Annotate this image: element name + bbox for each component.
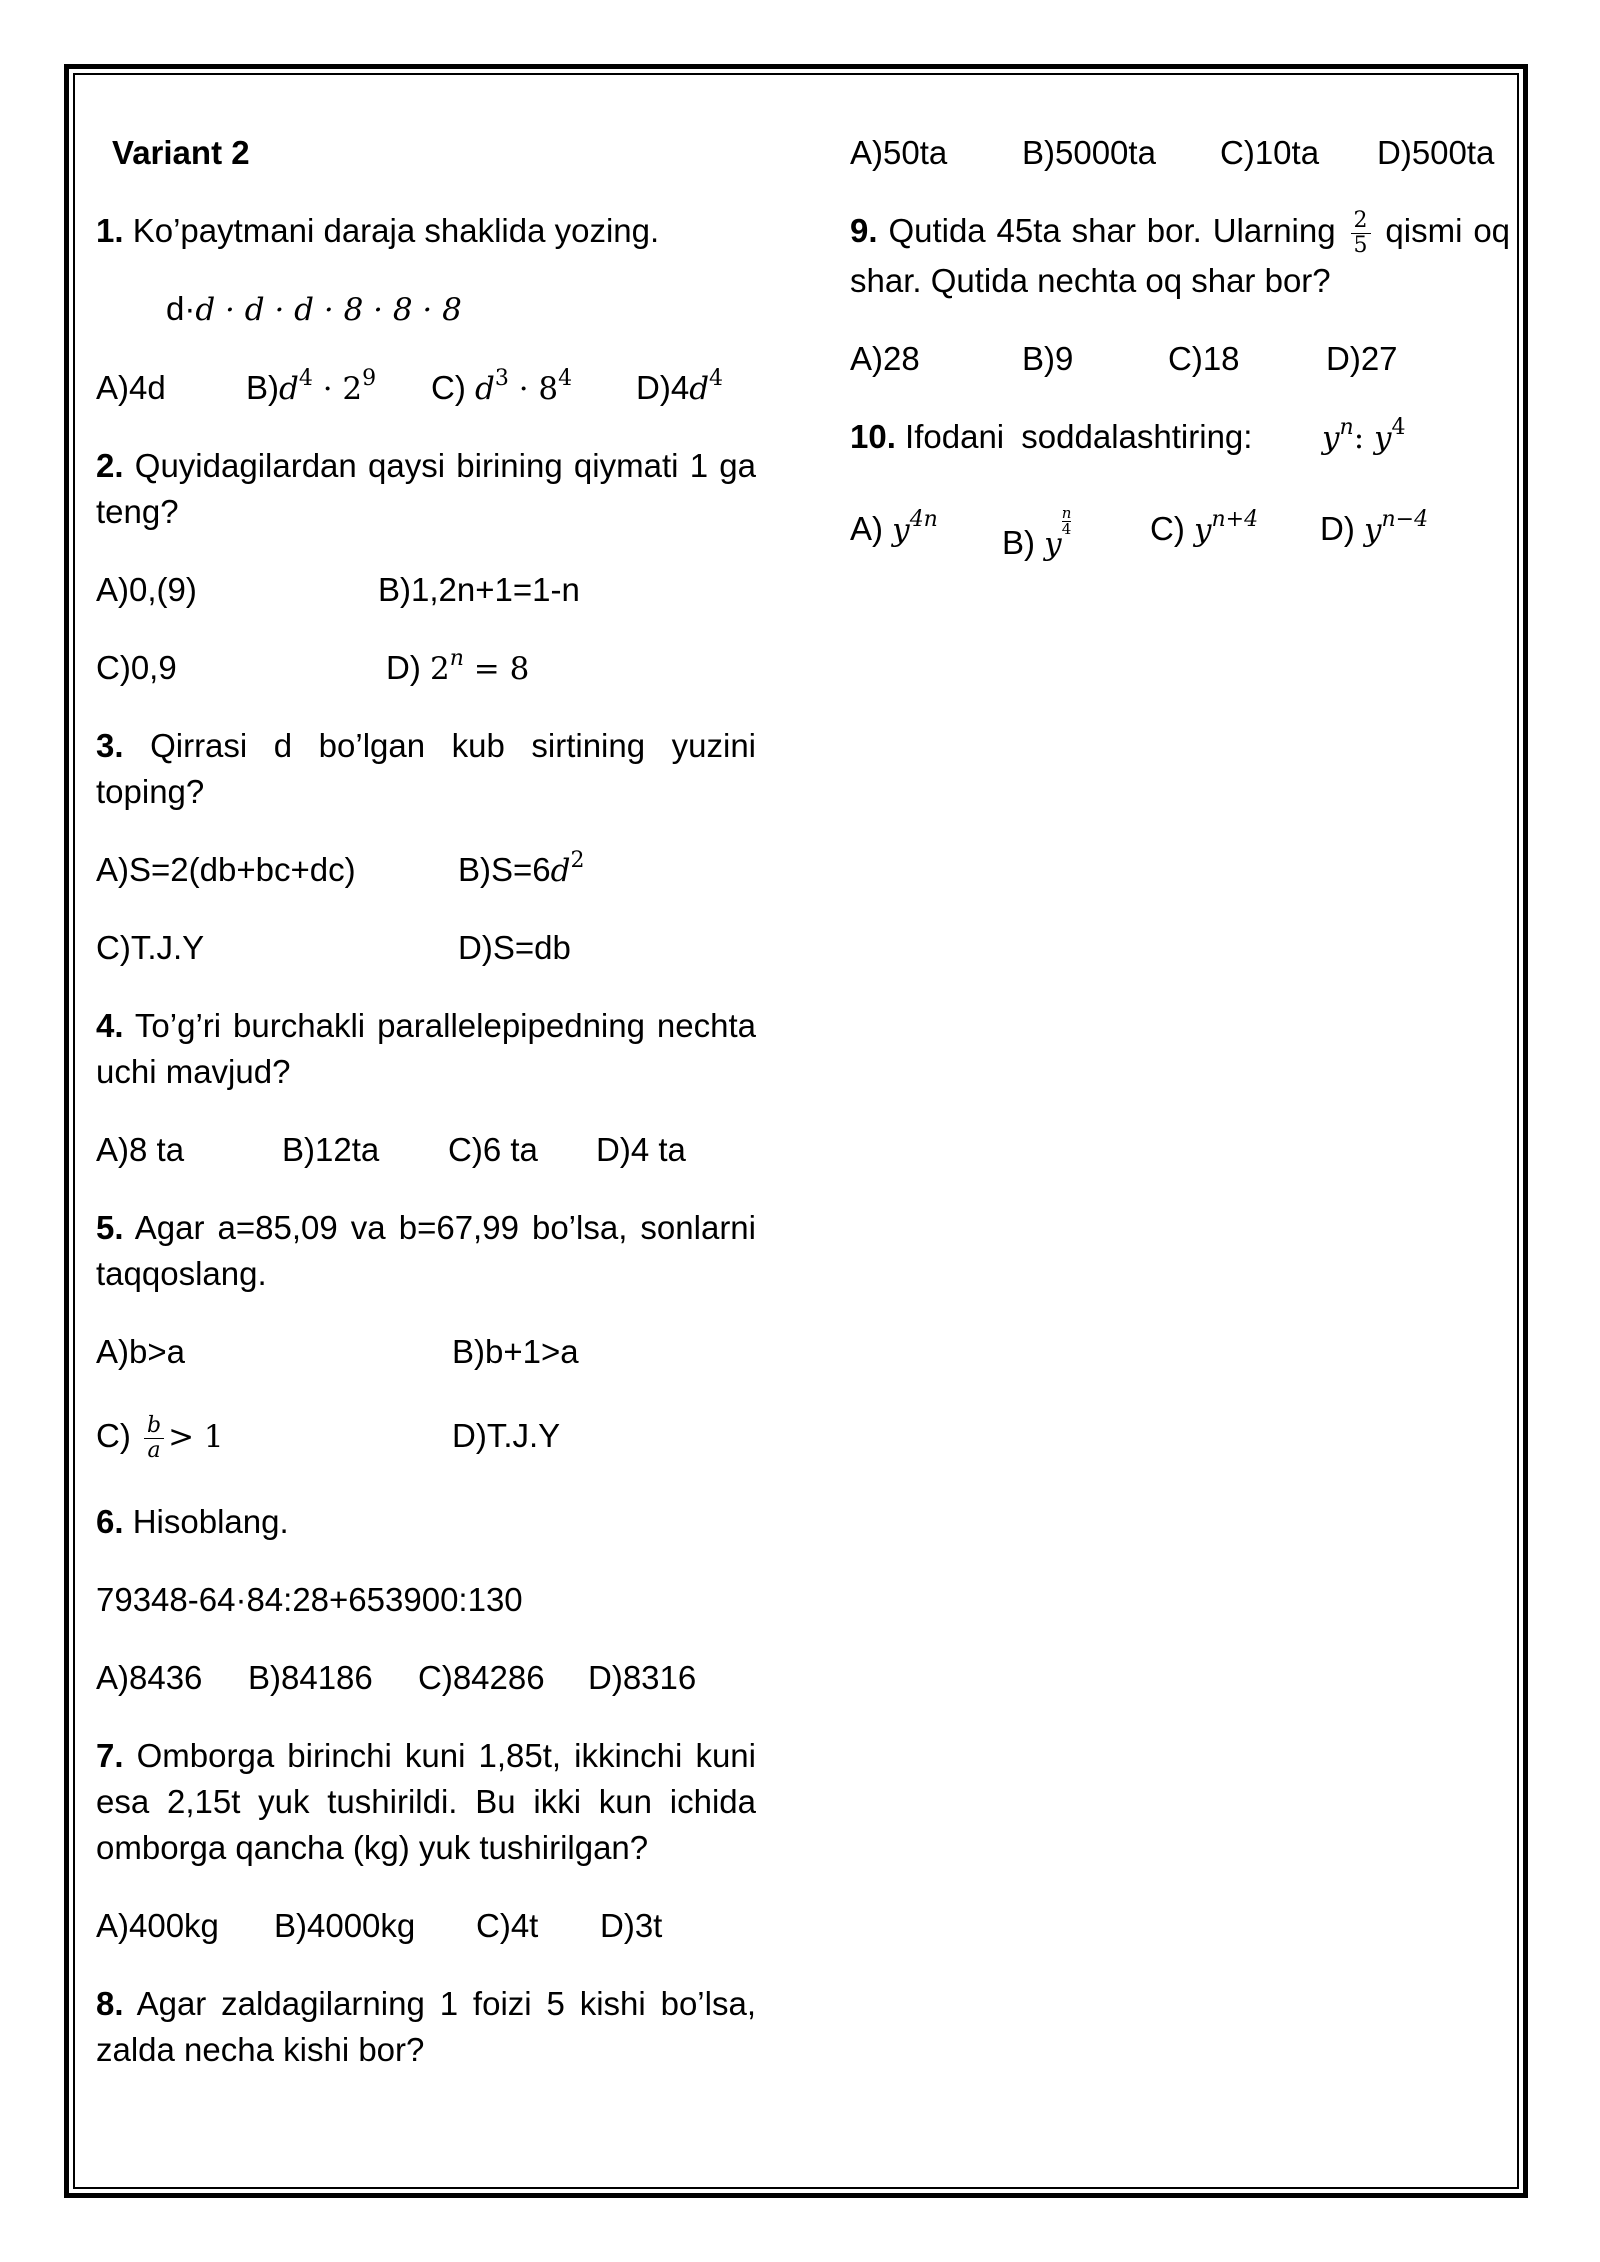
question-number: 3. [96,727,124,764]
option-d[interactable]: D) $y^{n-4}$ [1320,506,1429,548]
question-3 [96,723,756,815]
question-7-options [96,1903,756,1949]
option-b[interactable]: $B)d^4 \cdot 2^9$ [246,366,377,407]
question-text: Omborga birinchi kuni 1,85t, ikkinchi kuni esa 2,15t yuk tushirildi. Bu ikki kun ichida omborga qancha (kg) yuk tushirilgan? [96,1737,756,1866]
option-b[interactable]: B)12ta [282,1131,380,1168]
option-c[interactable]: C) $y^{n+4}$ [1150,506,1259,548]
option-a[interactable]: A)4d [96,369,166,406]
question-8-options [850,130,1510,176]
left-column [96,130,756,2105]
option-d[interactable]: D)27 [1326,339,1398,377]
option-c[interactable]: C) $d^3 \cdot 8^4$ [431,366,573,407]
option-b[interactable]: B)4000kg [274,1907,416,1944]
question-6-expression: 79348-64·84:28+653900:130 [96,1581,523,1618]
question-text: Ifodani soddalashtiring: [905,417,1253,455]
option-d[interactable]: D)T.J.Y [452,1417,561,1454]
question-number: 2. [96,447,124,484]
question-9 [850,208,1510,304]
question-number: 8. [96,1985,124,2022]
question-text: Hisoblang. [132,1503,289,1540]
question-1 [96,208,756,254]
option-d[interactable]: $D)4d^4$ [636,366,724,407]
option-a[interactable]: A)0,(9) [96,571,197,608]
question-5-options-row2 [96,1407,756,1467]
question-3-options-row2 [96,925,756,971]
option-c[interactable]: C)18 [1168,339,1240,377]
option-b[interactable]: B)84186 [248,1659,373,1696]
question-text-cont: qismi oq shar. Qutida nechta oq shar bor? [850,212,1511,299]
option-c[interactable]: C)10ta [1220,134,1320,171]
option-a[interactable]: A)8436 [96,1659,203,1696]
option-b[interactable]: B)9 [1022,339,1074,377]
option-b[interactable]: B)1,2n+1=1-n [378,571,580,608]
question-number: 9. [850,212,878,249]
question-text: Qutida 45ta shar bor. Ularning [888,212,1336,249]
fraction: $\frac{2}{5}$ [1351,209,1371,258]
question-text: Agar zaldagilarning 1 foizi 5 kishi bo’lsa, zalda necha kishi bor? [96,1985,756,2068]
option-a[interactable]: A) $y^{4n}$ [850,506,938,548]
option-d[interactable]: D)3t [600,1907,663,1944]
question-7 [96,1733,756,1871]
option-c[interactable]: C) $\frac{b}{a}$ > 1 [96,1412,224,1463]
option-a[interactable]: A)8 ta [96,1131,185,1168]
question-number: 6. [96,1503,124,1540]
option-b[interactable]: $B)S=6d^2$ [458,848,585,889]
right-column [850,130,1510,584]
question-text: Qirrasi d bo’lgan kub sirtining yuzini toping? [96,727,757,810]
question-text: To’g’ri burchakli parallelepipedning nechta uchi mavjud? [96,1007,756,1090]
question-8 [96,1981,756,2073]
question-5-options-row1 [96,1329,756,1375]
option-c[interactable]: C)84286 [418,1659,545,1696]
question-number: 10. [850,417,896,455]
option-d[interactable]: D)4 ta [596,1131,686,1168]
question-text: Quyidagilardan qaysi birining qiymati 1 ga teng? [96,447,756,530]
option-a[interactable]: A)400kg [96,1907,219,1944]
question-6-options [96,1655,756,1701]
question-4-options [96,1127,756,1173]
option-d[interactable]: D) $2^n = 8$ [386,646,530,687]
question-10-options [850,492,1510,562]
question-3-options-row1 [96,847,756,893]
question-2-options-row1 [96,567,756,613]
question-number: 4. [96,1007,124,1044]
option-d[interactable]: D)500ta [1377,134,1495,171]
question-5 [96,1205,756,1297]
option-d[interactable]: D)8316 [588,1659,697,1696]
variant-title: Variant 2 [112,134,250,171]
option-a[interactable]: A)50ta [850,134,948,171]
option-c[interactable]: C)0,9 [96,649,177,686]
question-2-options-row2 [96,645,756,691]
question-6 [96,1499,756,1545]
option-b[interactable]: B)5000ta [1022,134,1156,171]
question-number: 5. [96,1209,124,1246]
question-4 [96,1003,756,1095]
question-number: 1. [96,212,124,249]
question-text: Agar a=85,09 va b=67,99 bo’lsa, sonlarni taqqoslang. [96,1209,756,1292]
question-text: Ko’paytmani daraja shaklida yozing. [132,212,660,249]
option-a[interactable]: A)S=2(db+bc+dc) [96,851,356,888]
option-a[interactable]: A)b>a [96,1333,185,1370]
question-1-expression: d·d · d · d · 8 · 8 · 8 [166,290,462,328]
option-d[interactable]: D)S=db [458,929,571,966]
option-c[interactable]: C)6 ta [448,1131,538,1168]
option-c[interactable]: C)T.J.Y [96,929,205,966]
option-b[interactable]: B) y $\frac{n}{4}$ [1002,503,1072,562]
question-number: 7. [96,1737,124,1774]
question-9-options [850,336,1510,382]
question-10-expression: $y^n$: $y^4$ [1322,414,1406,456]
question-2 [96,443,756,535]
option-b[interactable]: B)b+1>a [452,1333,579,1370]
question-1-options [96,365,756,411]
option-a[interactable]: A)28 [850,339,920,377]
question-10 [850,414,1510,460]
option-c[interactable]: C)4t [476,1907,539,1944]
